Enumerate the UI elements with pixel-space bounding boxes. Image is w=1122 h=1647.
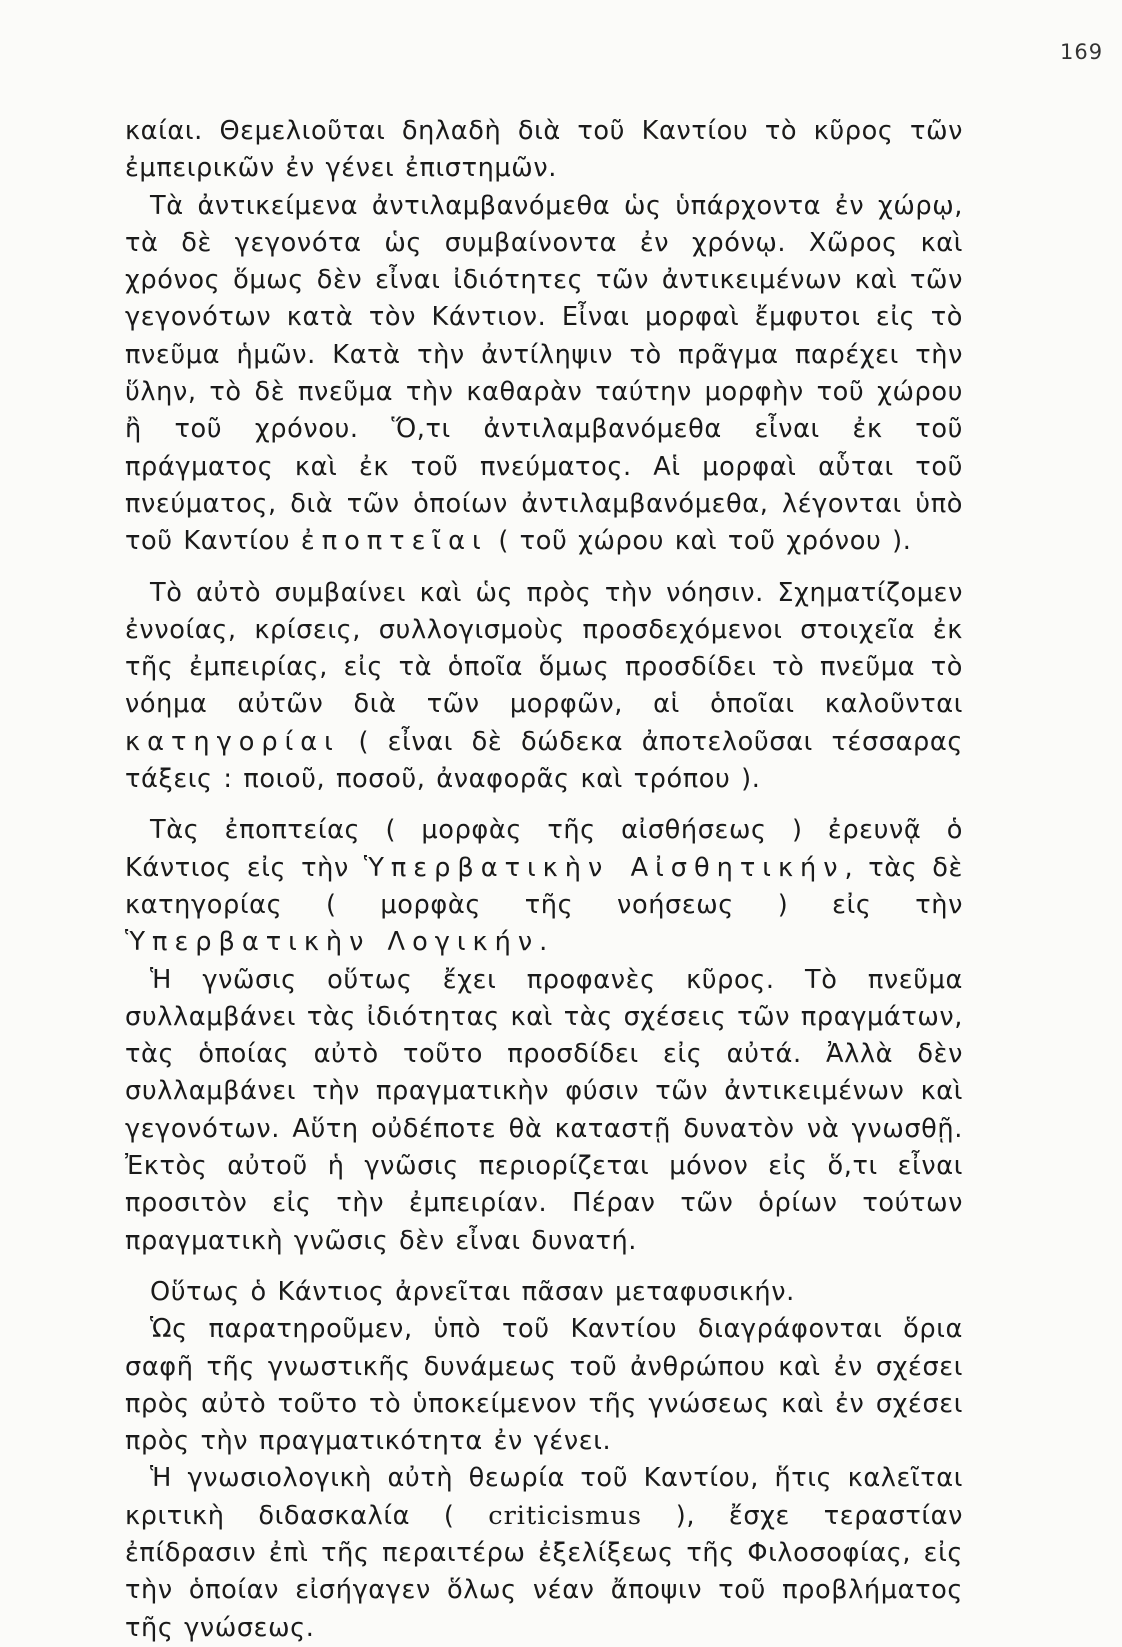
- paragraph-1: καίαι. Θεμελιοῦται δηλαδὴ διὰ τοῦ Καντίου τὸ κῦρος τῶν ἐμπειρικῶν ἐν γένει ἐπιστημῶν.: [125, 116, 963, 184]
- term-kategoriai: κατηγορίαι: [125, 726, 340, 757]
- paragraph-6: Οὕτως ὁ Κάντιος ἀρνεῖται πᾶσαν μεταφυσικήν.: [150, 1276, 795, 1307]
- body-text: [125, 113, 963, 1647]
- paragraph-4: [125, 812, 963, 961]
- paragraph-7: Ὡς παρατηροῦμεν, ὑπὸ τοῦ Καντίου διαγράφονται ὅρια σαφῆ τῆς γνωστικῆς δυνάμεως τοῦ ἀνθρώπου καὶ ἐν σχέσει πρὸς αὐτὸ τοῦτο τὸ ὑποκείμενον τῆς γνώσεως καὶ ἐν σχέσει πρὸς τὴν πραγματικότητα ἐν γένει.: [125, 1314, 963, 1457]
- paragraph-2-end: ( τοῦ χώρου καὶ τοῦ χρόνου ).: [498, 526, 912, 557]
- paragraph-8-text: Ἡ γνωσιολογικὴ αὐτὴ θεωρία τοῦ Καντίου, ἥτις καλεῖται κριτικὴ διδασκαλία (: [125, 1463, 963, 1531]
- paragraph-4-middle: , τὰς δὲ κατηγορίας ( μορφὰς τῆς νοήσεως ) εἰς τὴν: [125, 852, 963, 920]
- paragraph-2-text: Τὰ ἀντικείμενα ἀντιλαμβανόμεθα ὡς ὑπάρχοντα ἐν χώρῳ, τὰ δὲ γεγονότα ὡς συμβαίνοντα ἐν χρόνῳ. Χῶρος καὶ χρόνος ὅμως δὲν εἶναι ἰδιότητες τῶν ἀντικειμένων καὶ τῶν γεγονότων κατὰ τὸν Κάντιον. Εἶναι μορφαὶ ἔμφυτοι εἰς τὸ πνεῦμα ἡμῶν. Κατὰ τὴν ἀντίληψιν τὸ πρᾶγμα παρέχει τὴν ὕλην, τὸ δὲ πνεῦμα τὴν καθαρὰν ταύτην μορφὴν τοῦ χώρου ἢ τοῦ χρόνου. Ὅ,τι ἀντιλαμβανόμεθα εἶναι ἐκ τοῦ πράγματος καὶ ἐκ τοῦ πνεύματος. Αἱ μορφαὶ αὗται τοῦ πνεύματος, διὰ τῶν ὁποίων ἀντιλαμβανόμεθα, λέγονται ὑπὸ τοῦ Καντίου: [125, 190, 963, 557]
- paragraph-3-end: ( εἶναι δὲ δώδεκα ἀποτελοῦσαι τέσσαρας τάξεις : ποιοῦ, ποσοῦ, ἀναφορᾶς καὶ τρόπου ).: [125, 726, 963, 795]
- term-epopteiai: ἐποπτεῖαι: [300, 526, 488, 557]
- term-criticismus: criticismus: [488, 1500, 642, 1531]
- paragraph-8-end: ), ἔσχε τεραστίαν ἐπίδρασιν ἐπὶ τῆς περαιτέρω ἐξελίξεως τῆς Φιλοσοφίας, εἰς τὴν ὁποίαν εἰσήγαγεν ὅλως νέαν ἄποψιν τοῦ προβλήματος τῆς γνώσεως.: [125, 1500, 963, 1643]
- paragraph-4-end: .: [539, 927, 548, 958]
- paragraph-4-text: Τὰς ἐποπτείας ( μορφὰς τῆς αἰσθήσεως ) ἐρευνᾷ ὁ Κάντιος εἰς τὴν: [125, 815, 963, 883]
- paragraph-8: [125, 1460, 963, 1646]
- paragraph-5: Ἡ γνῶσις οὕτως ἔχει προφανὲς κῦρος. Τὸ πνεῦμα συλλαμβάνει τὰς ἰδιότητας καὶ τὰς σχέσεις τῶν πραγμάτων, τὰς ὁποίας αὐτὸ τοῦτο προσδίδει εἰς αὐτά. Ἀλλὰ δὲν συλλαμβάνει τὴν πραγματικὴν φύσιν τῶν ἀντικειμένων καὶ γεγονότων. Αὕτη οὐδέποτε θὰ καταστῇ δυνατὸν νὰ γνωσθῇ. Ἐκτὸς αὐτοῦ ἡ γνῶσις περιορίζεται μόνον εἰς ὅ,τι εἶναι προσιτὸν εἰς τὴν ἐμπειρίαν. Πέραν τῶν ὁρίων τούτων πραγματικὴ γνῶσις δὲν εἶναι δυνατή.: [125, 964, 963, 1256]
- paragraph-2: [125, 188, 963, 561]
- term-logiki: Ὑπερβατικὴν Λογικήν: [125, 927, 540, 958]
- term-aisthitiki: Ὑπερβατικὴν Αἰσθητικήν: [363, 852, 845, 883]
- paragraph-3: [125, 575, 963, 799]
- page-number: 169: [1060, 40, 1104, 64]
- paragraph-3-text: Τὸ αὐτὸ συμβαίνει καὶ ὡς πρὸς τὴν νόησιν. Σχηματίζομεν ἐννοίας, κρίσεις, συλλογισμοὺς προσδεχόμενοι στοιχεῖα ἐκ τῆς ἐμπειρίας, εἰς τὰ ὁποῖα ὅμως προσδίδει τὸ πνεῦμα τὸ νόημα αὐτῶν διὰ τῶν μορφῶν, αἱ ὁποῖαι καλοῦνται: [125, 577, 963, 720]
